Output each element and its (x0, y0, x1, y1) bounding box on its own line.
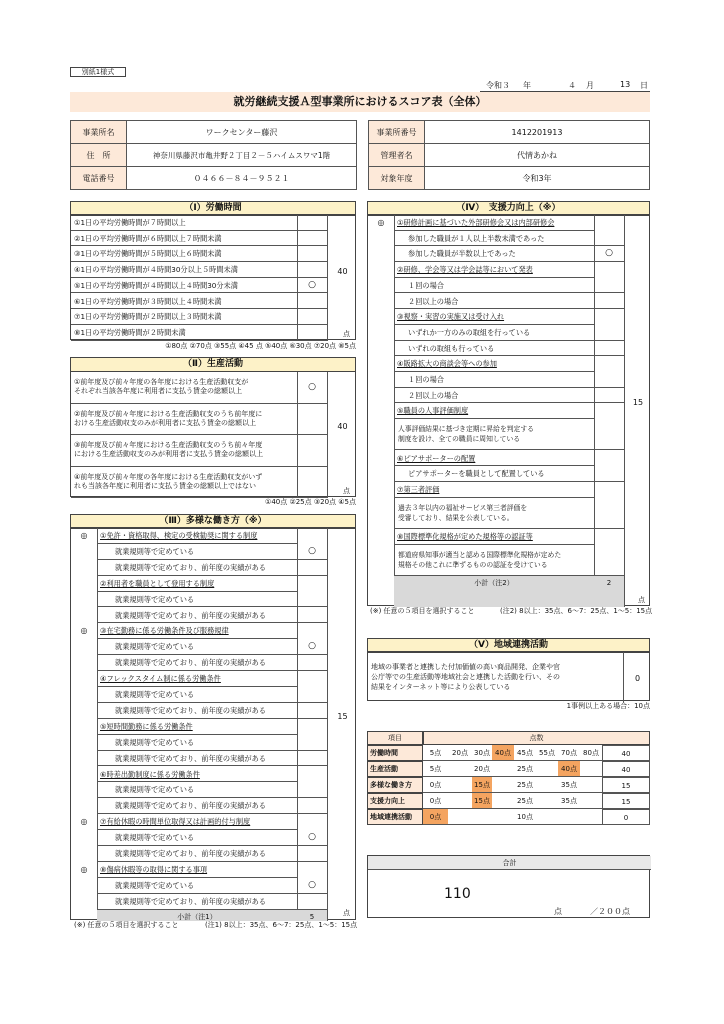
sec4-select-mark (368, 482, 394, 498)
sec1-score: 40 (337, 267, 348, 276)
phone: ０４６６－８４－９５２１ (127, 167, 357, 190)
summary-cell: 15点 (472, 777, 492, 793)
sec3-item-heading: ⑦有給休暇の時間単位取得又は計画的付与制度 (97, 814, 297, 830)
sec3-subtotal: 5 (297, 910, 327, 921)
sec3-mark-cell (297, 703, 327, 719)
sec4-select-mark (368, 529, 394, 545)
sec2-mark-cell (297, 404, 327, 436)
sec4-option (394, 545, 594, 576)
sec1-box (70, 214, 356, 340)
summary-col-points: 点数 (423, 731, 650, 745)
summary-row-label: 労働時間 (367, 745, 423, 761)
sec1-mark-cell (297, 231, 327, 247)
sec3-mark-cell (297, 608, 327, 624)
summary-cell: 0点 (423, 793, 448, 809)
sec2-row-line: れも当該各年度に利用者に支払う賃金の総額以上ではない (74, 481, 256, 490)
sec2-title: （Ⅱ）生産活動 (70, 357, 356, 372)
summary-cell: 5点 (423, 761, 448, 777)
sec3-select-mark: ◎ (80, 864, 88, 874)
sec4-mark-cell (594, 419, 624, 450)
sec3-select-mark (71, 767, 97, 783)
summary-cell: 15点 (472, 793, 492, 809)
sec3-option: 就業規則等で定めており、前年度の実績がある (97, 608, 297, 624)
summary-total: 15 (602, 777, 650, 793)
sec2-score: 40 (337, 422, 348, 431)
sec4-item-heading: ①研修計画に基づいた外部研修会又は内部研修会 (394, 215, 594, 231)
sec3-option: 就業規則等で定めており、前年度の実績がある (97, 655, 297, 671)
sec4-mark-cell: ○ (594, 246, 624, 262)
sec4-option-line: ピアサポーターを職員として配置している (408, 469, 545, 479)
sec3-box (70, 527, 356, 920)
sec3-mark-cell (297, 846, 327, 862)
summary-col-item: 項目 (367, 731, 423, 745)
sec1-row: ③1日の平均労働時間が５時間以上６時間未満 (71, 246, 297, 262)
office-info-right (368, 120, 650, 190)
sec2-mark-cell (297, 467, 327, 499)
summary-cell: 20点 (472, 761, 492, 777)
sec3-option: 就業規則等で定めており、前年度の実績がある (97, 703, 297, 719)
summary-total: 0 (602, 809, 650, 825)
sec4-select-mark (368, 262, 394, 278)
sec3-subtotal-label: 小計（注1） (97, 910, 297, 921)
sec4-item-heading: ⑤職員の人事評価制度 (394, 403, 594, 419)
sec4-option-line: いずれか一方のみの取組を行っている (408, 327, 531, 337)
sec4-option-line: 制度を設け、全ての職員に周知している (398, 435, 521, 444)
sec2-mark-cell: ○ (297, 372, 327, 404)
sec4-option (394, 466, 594, 482)
summary-table (367, 731, 650, 825)
sec4-subtotal-label: 小計（注2） (394, 576, 594, 607)
sec4-mark-cell (594, 498, 624, 529)
page-title: 就労継続支援Ａ型事業所におけるスコア表（全体） (70, 92, 650, 112)
sec1-row: ⑤1日の平均労働時間が４時間以上４時間30分未満 (71, 278, 297, 294)
summary-cell (580, 793, 602, 809)
sec4-title: （Ⅳ） 支援力向上（※） (367, 201, 650, 216)
sec2-note: ①40点 ②25点 ③20点 ④5点 (265, 498, 356, 506)
sec3-mark-cell (297, 687, 327, 703)
sec3-mark-cell (297, 560, 327, 576)
sec3-option: 就業規則等で定めており、前年度の実績がある (97, 894, 297, 910)
sec3-item-heading: ②利用者を職員として登用する制度 (97, 576, 297, 592)
sec3-select-mark: ◎ (80, 817, 88, 827)
summary-cell (472, 809, 492, 825)
sec3-option: 就業規則等で定めている (97, 687, 297, 703)
sec2-row (71, 372, 297, 404)
sec2-row-line: ③前年度及び前々年度における生産活動収支のうち前々年度 (74, 441, 263, 449)
sec4-item-heading: ⑥ピアサポーターの配置 (394, 451, 594, 467)
sec1-mark-cell: ○ (297, 278, 327, 294)
sec2-row-line: おける生産活動収支のみが利用者に支払う賃金の総額以上 (74, 418, 256, 427)
sec3-option: 就業規則等で定めており、前年度の実績がある (97, 798, 297, 814)
summary-cell: 40点 (492, 745, 514, 761)
sec4-option (394, 278, 594, 294)
summary-row-label: 多様な働き方 (367, 777, 423, 793)
sec3-option: 就業規則等で定めており、前年度の実績がある (97, 560, 297, 576)
address: 神奈川県藤沢市亀井野２丁目２－５ハイムスワマ1階 (127, 144, 357, 167)
summary-total: 15 (602, 793, 650, 809)
sec1-mark-cell (297, 262, 327, 278)
total-box (367, 855, 650, 918)
sec2-row (71, 467, 297, 499)
sec4-option-line: 参加した職員が１人以上半数未満であった (408, 233, 545, 243)
sec4-mark-cell (594, 294, 624, 310)
sec4-mark-cell (594, 325, 624, 341)
summary-cell: 20点 (448, 745, 472, 761)
summary-cell: 0点 (423, 809, 448, 825)
sec4-option-line: 都道府県知事が適当と認める国際標準化規格が定めた (398, 550, 562, 559)
sec4-item-heading: ⑧国際標準化規格が定めた規格等の認証等 (394, 529, 594, 545)
sec1-mark-cell (297, 294, 327, 310)
sec4-score: 15 (632, 398, 644, 407)
summary-cell (580, 761, 602, 777)
sec4-option-line: いずれの取組も行っている (408, 343, 495, 353)
summary-cell (492, 809, 514, 825)
sec3-mark-cell: ○ (297, 639, 327, 655)
sec4-mark-cell (594, 388, 624, 404)
summary-cell: 55点 (536, 745, 558, 761)
sec2-box (70, 371, 356, 497)
sec4-option (394, 231, 594, 247)
sec4-option-line: ２回以上の場合 (408, 296, 459, 306)
summary-cell (448, 761, 472, 777)
total-label: 合計 (368, 856, 651, 870)
sec4-select-mark (368, 309, 394, 325)
sec1-row: ⑧1日の平均労働時間が２時間未満 (71, 325, 297, 341)
sec3-mark-cell (297, 655, 327, 671)
year-label: 対象年度 (369, 167, 425, 190)
address-label: 住 所 (71, 144, 127, 167)
date-line (480, 80, 650, 92)
summary-cell (536, 809, 558, 825)
summary-cell (536, 761, 558, 777)
sec2-unit: 点 (343, 487, 350, 495)
summary-cell: 5点 (423, 745, 448, 761)
sec4-select-mark (368, 403, 394, 419)
total-value: 110 (444, 886, 471, 902)
sec3-option: 就業規則等で定めており、前年度の実績がある (97, 846, 297, 862)
sec1-row: ⑦1日の平均労働時間が２時間以上３時間未満 (71, 309, 297, 325)
sec3-option: 就業規則等で定めている (97, 639, 297, 655)
sec5-note: 1事例以上ある場合：10点 (566, 702, 650, 710)
summary-cell (448, 777, 472, 793)
summary-cell: 45点 (514, 745, 536, 761)
sec4-option (394, 419, 594, 450)
summary-row-label: 支援力向上 (367, 793, 423, 809)
sec3-select-mark (71, 719, 97, 735)
sec5-text-line: 地域の事業者と連携した付加価値の高い商品開発、企業や官 (371, 663, 560, 671)
sec3-select-mark (71, 576, 97, 592)
sec4-option-line: 参加した職員が半数以上であった (408, 249, 516, 259)
sec4-mark-cell (594, 278, 624, 294)
date-year-unit: 年 (523, 81, 531, 90)
sec3-item-heading: ④フレックスタイム制に係る労働条件 (97, 671, 297, 687)
summary-cell (580, 809, 602, 825)
sec4-note1: (※) 任意の５項目を選択すること (370, 607, 475, 615)
sec3-mark-cell: ○ (297, 878, 327, 894)
summary-cell (448, 793, 472, 809)
sec3-unit: 点 (343, 909, 350, 917)
sec1-row: ①1日の平均労働時間が７時間以上 (71, 215, 297, 231)
summary-cell (558, 809, 580, 825)
date-day-unit: 日 (640, 81, 648, 90)
sec3-select-mark: ◎ (80, 626, 88, 636)
sec3-select-mark (71, 671, 97, 687)
sec5-text-line: 結果をインターネット等により公表している (371, 683, 511, 691)
sec4-mark-cell (594, 231, 624, 247)
sec4-mark-cell (594, 545, 624, 576)
office-no-label: 事業所番号 (369, 121, 425, 144)
sec5-text (371, 662, 560, 692)
sec4-option-line: １回の場合 (408, 375, 444, 384)
summary-cell: 25点 (514, 761, 536, 777)
summary-cell: 35点 (558, 777, 580, 793)
sec3-mark-cell (297, 751, 327, 767)
sec4-option-line: １回の場合 (408, 280, 444, 290)
sec4-option (394, 388, 594, 404)
sec2-row (71, 435, 297, 467)
sec1-note: ①80点 ②70点 ③55点 ④45 点 ⑤40点 ⑥30点 ⑦20点 ⑧5点 (165, 342, 356, 350)
sec4-option (394, 325, 594, 341)
sec4-option-line: 過去３年以内の福祉サービス第三者評価を (398, 503, 528, 512)
sec4-mark-cell (594, 372, 624, 388)
summary-cell (492, 761, 514, 777)
summary-cell (492, 793, 514, 809)
sec3-option: 就業規則等で定めている (97, 544, 297, 560)
summary-cell (492, 777, 514, 793)
summary-cell: 10点 (514, 809, 536, 825)
sec2-row (71, 404, 297, 436)
date-month: ４ (568, 81, 576, 90)
office-name: ワークセンター藤沢 (127, 121, 357, 144)
sec3-item-heading: ①免許・資格取得、検定の受検勧奨に関する制度 (97, 528, 297, 544)
sec4-subtotal: 2 (594, 576, 624, 607)
office-name-label: 事業所名 (71, 121, 127, 144)
manager: 代情あかね (425, 144, 650, 167)
sec4-option (394, 341, 594, 357)
sec3-mark-cell (297, 735, 327, 751)
sec3-note1: (※) 任意の５項目を選択すること (74, 921, 179, 929)
summary-cell (448, 809, 472, 825)
sec3-option: 就業規則等で定めている (97, 592, 297, 608)
phone-label: 電話番号 (71, 167, 127, 190)
sec3-mark-cell (297, 592, 327, 608)
sec4-item-heading: ④販路拡大の商談会等への参加 (394, 356, 594, 372)
sec2-row-line: ①前年度及び前々年度の各年度における生産活動収支が (74, 378, 249, 386)
date-era: 令和３ (486, 81, 510, 90)
summary-cell: 25点 (514, 793, 536, 809)
target-year: 令和3年 (425, 167, 650, 190)
sec4-select-mark (368, 356, 394, 372)
sec1-mark-cell (297, 215, 327, 231)
sec3-item-heading: ③在宅勤務に係る労働条件及び服務規律 (97, 623, 297, 639)
summary-cell: 80点 (580, 745, 602, 761)
sec1-title: （Ⅰ）労働時間 (70, 201, 356, 216)
sec4-option (394, 294, 594, 310)
sec4-box (367, 214, 650, 606)
sec4-unit: 点 (638, 596, 645, 604)
sec4-select-mark: ◎ (377, 218, 385, 227)
summary-cell: 0点 (423, 777, 448, 793)
office-no: 1412201913 (425, 121, 650, 144)
sec2-row-line: における生産活動収支のみが利用者に支払う賃金の総額以上 (74, 450, 263, 458)
sec4-item-heading: ③視察・実習の実施又は受け入れ (394, 309, 594, 325)
sec2-mark-cell (297, 435, 327, 467)
summary-cell (536, 793, 558, 809)
total-max: ／２００点 (590, 907, 630, 916)
sec4-option-line: 規格その他これに準ずるものの認証を受けている (398, 560, 548, 569)
sec4-option (394, 498, 594, 529)
sec3-item-heading: ⑧傷病休暇等の取得に関する事項 (97, 862, 297, 878)
sec3-mark-cell: ○ (297, 544, 327, 560)
sec5-text-line: 公庁等での生産活動等地域社会と連携した活動を行い、その (371, 673, 560, 681)
sec4-option-line: 受審しており、結果を公表している。 (398, 513, 514, 522)
sec5-score: 0 (634, 674, 641, 683)
sec1-mark-cell (297, 309, 327, 325)
date-month-unit: 月 (586, 81, 594, 90)
sec1-unit: 点 (343, 330, 350, 338)
summary-cell: 70点 (558, 745, 580, 761)
sec1-row: ②1日の平均労働時間が６時間以上７時間未満 (71, 231, 297, 247)
sec4-option-line: ２回以上の場合 (408, 390, 459, 400)
summary-cell: 40点 (558, 761, 580, 777)
sec4-note2: (注2) 8以上：35点、6～7：25点、1～5：15点 (500, 607, 653, 615)
summary-cell: 35点 (558, 793, 580, 809)
summary-cell (536, 777, 558, 793)
sec4-item-heading: ⑦第三者評価 (394, 482, 594, 498)
sec5-box (367, 651, 650, 701)
sec3-mark-cell: ○ (297, 830, 327, 846)
summary-cell: 30点 (472, 745, 492, 761)
total-unit: 点 (554, 907, 562, 916)
sec4-mark-cell (594, 341, 624, 357)
sec3-mark-cell (297, 782, 327, 798)
sec4-mark-cell (594, 466, 624, 482)
sec3-note2: (注1) 8以上：35点、6～7：25点、1～5：15点 (205, 921, 358, 929)
sec2-row-line: ④前年度及び前々年度の各年度における生産活動収支がいず (74, 472, 263, 481)
sec2-row-line: それぞれ当該各年度に利用者に支払う賃金の総額以上 (74, 387, 242, 395)
sec3-option: 就業規則等で定めており、前年度の実績がある (97, 751, 297, 767)
sec3-item-heading: ⑥時差出勤制度に係る労働条件 (97, 767, 297, 783)
summary-row-label: 地域連携活動 (367, 809, 423, 825)
date-day: 13 (620, 80, 631, 89)
sec1-row: ⑥1日の平均労働時間が３時間以上４時間未満 (71, 294, 297, 310)
sec3-mark-cell (297, 798, 327, 814)
sec4-option (394, 246, 594, 262)
sec3-option: 就業規則等で定めている (97, 878, 297, 894)
sec3-score: 15 (337, 712, 348, 721)
form-tag: 別紙1様式 (70, 67, 126, 77)
sec2-row-line: ②前年度及び前々年度における生産活動収支のうち前年度に (74, 409, 263, 418)
summary-row-label: 生産活動 (367, 761, 423, 777)
sec1-mark-cell (297, 246, 327, 262)
sec3-select-mark: ◎ (80, 531, 88, 540)
sec4-option-line: 人事評価結果に基づき定期に昇給を判定する (398, 425, 534, 434)
sec3-option: 就業規則等で定めている (97, 735, 297, 751)
sec4-option (394, 372, 594, 388)
sec4-item-heading: ②研修、学会等又は学会誌等において発表 (394, 262, 594, 278)
sec5-title: （Ⅴ）地域連携活動 (367, 638, 650, 653)
sec1-row: ④1日の平均労働時間が４時間30分以上５時間未満 (71, 262, 297, 278)
sec3-title: （Ⅲ）多様な働き方（※） (70, 514, 356, 529)
manager-label: 管理者名 (369, 144, 425, 167)
sec3-item-heading: ⑤短時間勤務に係る労働条件 (97, 719, 297, 735)
summary-total: 40 (602, 745, 650, 761)
office-info-left (70, 120, 357, 190)
summary-cell: 25点 (514, 777, 536, 793)
sec3-option: 就業規則等で定めている (97, 782, 297, 798)
sec4-select-mark (368, 451, 394, 467)
summary-cell (580, 777, 602, 793)
sec1-mark-cell (297, 325, 327, 341)
sec3-option: 就業規則等で定めている (97, 830, 297, 846)
summary-total: 40 (602, 761, 650, 777)
sec3-mark-cell (297, 894, 327, 910)
